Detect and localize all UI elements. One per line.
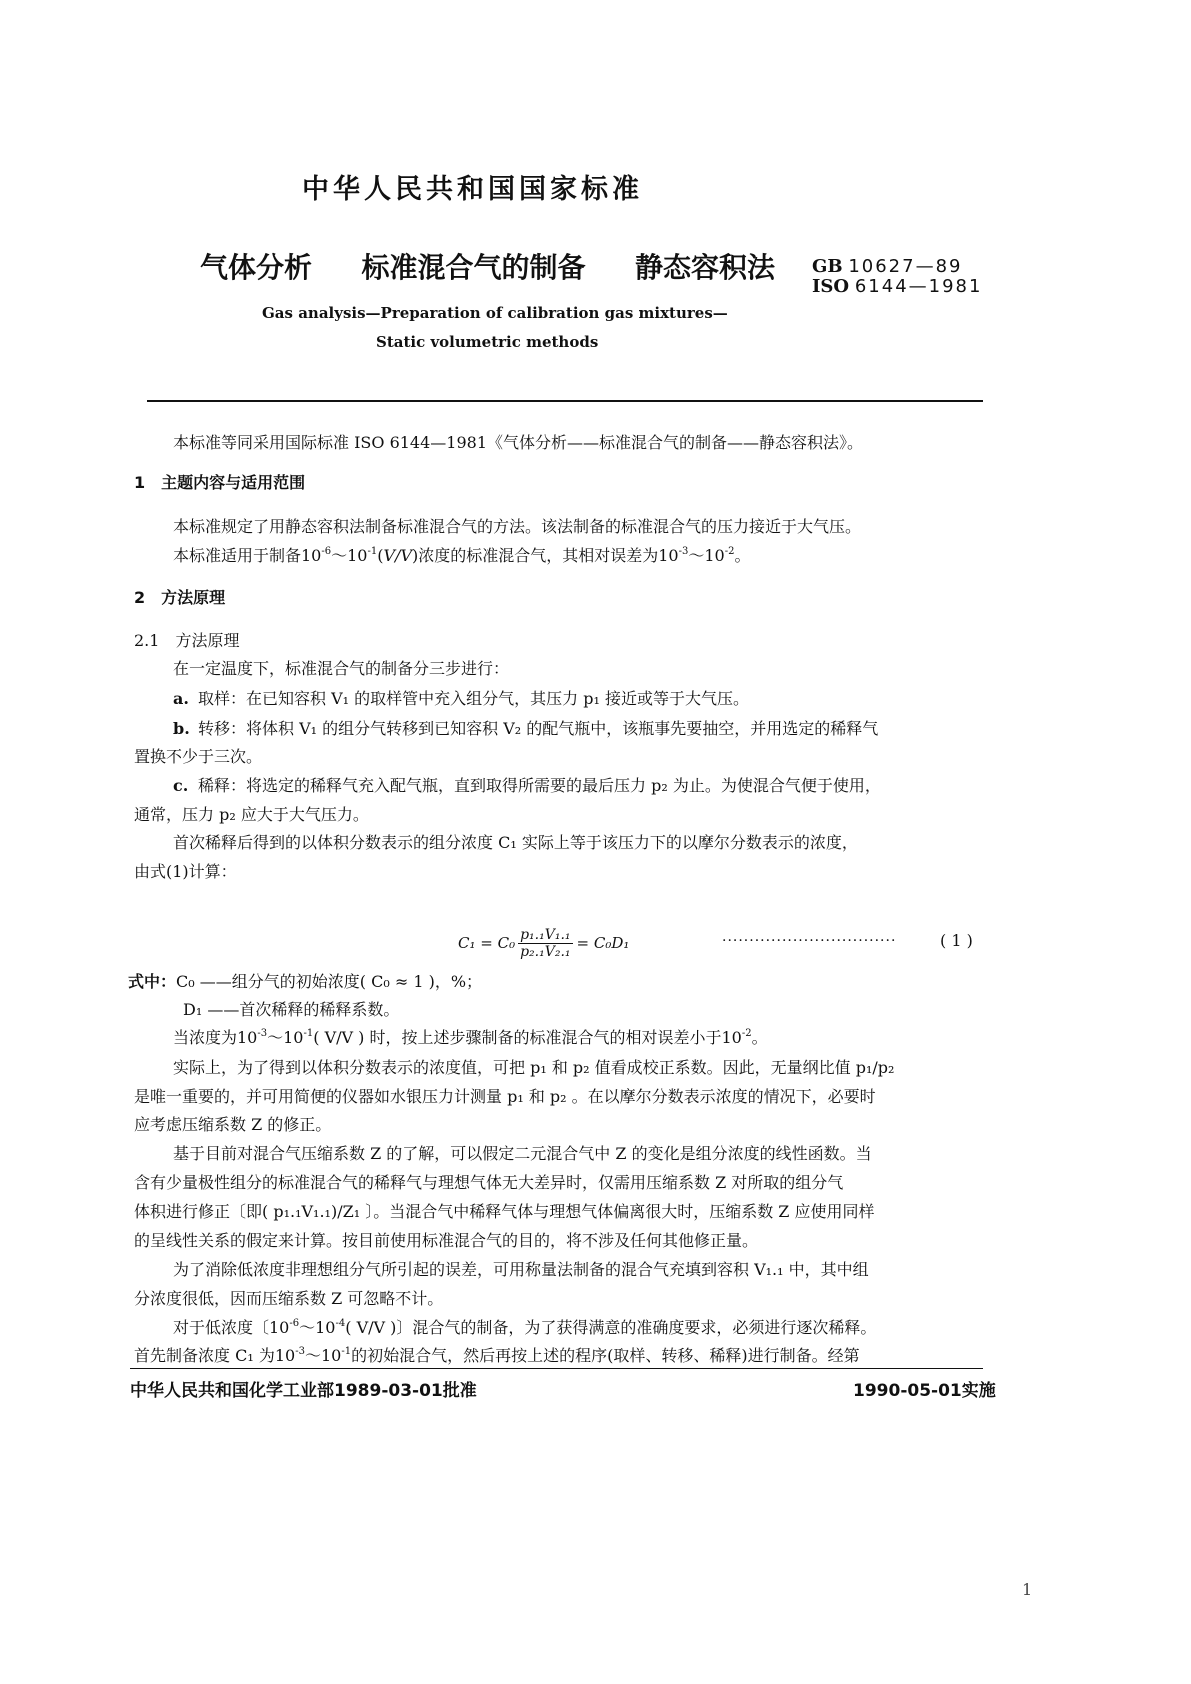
unit: V/V (383, 546, 412, 565)
text: 的初始混合气，然后再按上述的程序(取样、转移、稀释)进行制备。经第 (351, 1346, 860, 1365)
section2-1-heading: 2.1 方法原理 (134, 631, 240, 650)
title-part-3: 静态容积法 (635, 251, 776, 284)
national-standard-heading: 中华人民共和国国家标准 (302, 174, 643, 205)
eliminate-line1: 为了消除低浓度非理想组分气所引起的误差，可用称量法制备的混合气充填到容积 V₁.₁ 中，其中组 (173, 1260, 869, 1279)
header-divider (147, 400, 983, 402)
text: ～10 (299, 1318, 336, 1337)
section1-p2 (173, 543, 751, 566)
step-text: 转移：将体积 V₁ 的组分气转移到已知容积 V₂ 的配气瓶中，该瓶事先要抽空，并用选定的稀释气 (198, 719, 879, 738)
text: )浓度的标准混合气，其相对误差为10 (412, 546, 679, 565)
exponent: -2 (741, 1028, 752, 1039)
exponent: -3 (295, 1346, 305, 1357)
title-part-2: 标准混合气的制备 (361, 251, 586, 284)
text: 。 (734, 546, 751, 565)
basis-line2: 含有少量极性组分的标准混合气的稀释气与理想气体无大差异时，仅需用压缩系数 Z 对所取的组分气 (134, 1173, 844, 1192)
exponent: -1 (341, 1346, 352, 1357)
section1-p1: 本标准规定了用静态容积法制备标准混合气的方法。该法制备的标准混合气的压力接近于大气压。 (173, 517, 862, 536)
basis-line4: 的呈线性关系的假定来计算。按目前使用标准混合气的目的，将不涉及任何其他修正量。 (134, 1231, 759, 1250)
section1-heading: 1 主题内容与适用范围 (134, 473, 306, 492)
where-d1: D₁ ——首次稀释的稀释系数。 (183, 1000, 400, 1019)
eliminate-line2: 分浓度很低，因而压缩系数 Z 可忽略不计。 (134, 1289, 444, 1308)
step-label: a. (173, 689, 189, 708)
gb-number: 10627—89 (848, 256, 963, 277)
low-concentration-line1 (173, 1315, 876, 1338)
section2-heading: 2 方法原理 (134, 588, 226, 607)
text: ( V/V )〕混合气的制备，为了获得满意的准确度要求，必须进行逐次稀释。 (345, 1318, 877, 1337)
text: 对于低浓度〔10 (173, 1318, 290, 1337)
actual-line3: 应考虑压缩系数 Z 的修正。 (134, 1115, 332, 1134)
exponent: -6 (289, 1318, 300, 1329)
first-dilution-line1: 首次稀释后得到的以体积分数表示的组分浓度 C₁ 实际上等于该压力下的以摩尔分数表示的浓度， (173, 833, 858, 852)
step-b-line2: 置换不少于三次。 (134, 747, 263, 766)
standard-code-iso (812, 276, 982, 297)
step-b-line1 (173, 716, 878, 739)
exponent: -2 (724, 546, 735, 557)
document-title-cn (200, 246, 775, 286)
text: 首先制备浓度 C₁ 为10 (134, 1346, 296, 1365)
text: ( V/V ) 时，按上述步骤制备的标准混合气的相对误差小于10 (313, 1028, 742, 1047)
text: 。 (751, 1028, 768, 1047)
step-text: 稀释：将选定的稀释气充入配气瓶，直到取得所需要的最后压力 p₂ 为止。为使混合气便于使用， (198, 776, 881, 795)
iso-number: 6144—1981 (854, 276, 983, 297)
step-c-line1 (173, 773, 881, 796)
text: ～10 (331, 546, 368, 565)
step-label: b. (173, 719, 190, 738)
basis-line3: 体积进行修正〔即( p₁.₁V₁.₁)/Z₁ 〕。当混合气中稀释气体与理想气体偏离很大时，压缩系数 Z 应使用同样 (134, 1202, 875, 1221)
step-a (173, 686, 749, 709)
iso-label: ISO (812, 276, 850, 297)
formula-numerator: p₁.₁V₁.₁ (520, 926, 571, 943)
text: ( (377, 546, 384, 565)
document-title-en-line1: Gas analysis—Preparation of calibration gas mixtures— (262, 304, 728, 322)
text: 本标准适用于制备10 (173, 546, 322, 565)
effective-date: 1990-05-01实施 (853, 1381, 996, 1401)
formula-fraction (518, 927, 572, 960)
title-part-1: 气体分析 (200, 251, 313, 284)
exponent: -6 (321, 546, 332, 557)
section2-intro: 在一定温度下，标准混合气的制备分三步进行： (173, 659, 510, 678)
footer-divider (130, 1368, 983, 1369)
page-number: 1 (1022, 1580, 1033, 1599)
actual-line1: 实际上，为了得到以体积分数表示的浓度值，可把 p₁ 和 p₂ 值看成校正系数。因此，无量纲比值 p₁/p₂ (173, 1058, 895, 1077)
document-title-en-line2: Static volumetric methods (376, 333, 599, 351)
step-label: c. (173, 776, 189, 795)
text: ～10 (267, 1028, 304, 1047)
intro-text: 本标准等同采用国际标准 ISO 6144—1981《气体分析——标准混合气的制备——静态容积法》。 (173, 433, 864, 452)
low-concentration-line2 (134, 1343, 860, 1366)
text: ～10 (688, 546, 725, 565)
where-c0-text: C₀ ——组分气的初始浓度( C₀ ≈ 1 )，%； (176, 972, 483, 991)
where-label: 式中： (128, 972, 177, 991)
formula-denominator: p₂.₁V₂.₁ (520, 943, 571, 960)
formula-lhs: C₁ = C₀ (458, 934, 516, 952)
gb-label: GB (812, 256, 843, 277)
exponent: -1 (367, 546, 378, 557)
exponent: -1 (303, 1028, 314, 1039)
basis-line1: 基于目前对混合气压缩系数 Z 的了解，可以假定二元混合气中 Z 的变化是组分浓度的线性函数。当 (173, 1144, 872, 1163)
standard-code-gb (812, 256, 963, 277)
first-dilution-line2: 由式(1)计算： (134, 862, 237, 881)
formula-1 (458, 918, 629, 968)
exponent: -3 (678, 546, 689, 557)
text: ～10 (304, 1346, 342, 1365)
concentration-note (173, 1025, 768, 1048)
step-c-line2: 通常，压力 p₂ 应大于大气压力。 (134, 805, 369, 824)
formula-number: ( 1 ) (940, 931, 973, 950)
exponent: -4 (335, 1318, 346, 1329)
exponent: -3 (257, 1028, 268, 1039)
where-c0 (128, 969, 482, 992)
formula-rhs: = C₀D₁ (576, 934, 630, 952)
text: 当浓度为10 (173, 1028, 258, 1047)
formula-dots: ································ (722, 933, 897, 949)
approval-text: 中华人民共和国化学工业部1989-03-01批准 (130, 1381, 477, 1401)
step-text: 取样：在已知容积 V₁ 的取样管中充入组分气，其压力 p₁ 接近或等于大气压。 (198, 689, 749, 708)
actual-line2: 是唯一重要的，并可用简便的仪器如水银压力计测量 p₁ 和 p₂ 。在以摩尔分数表示浓度的情况下，必要时 (134, 1087, 876, 1106)
